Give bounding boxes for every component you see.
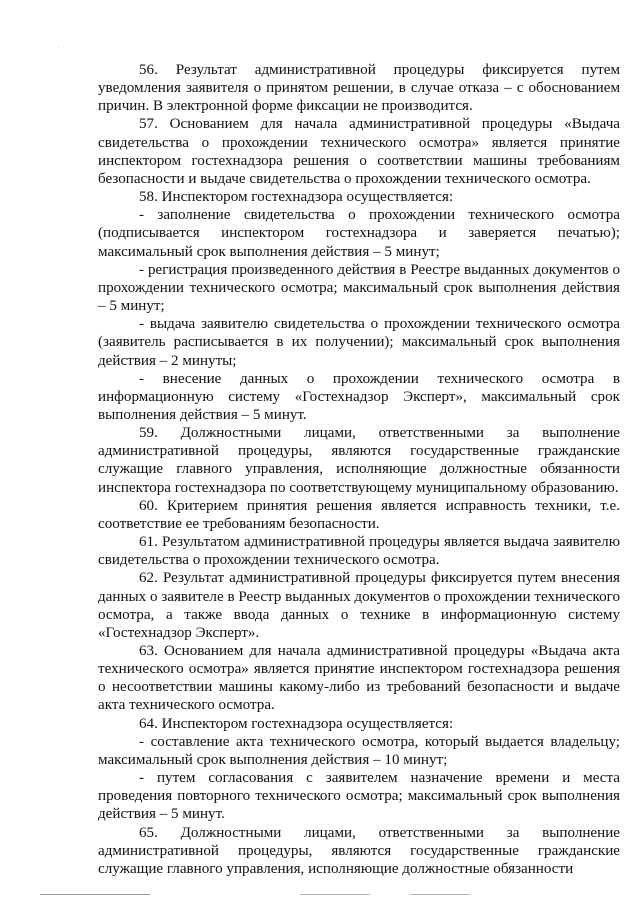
- paragraph-65: 65. Должностными лицами, ответственными за выполнение административной процедуры, являются государственные гражданские служащие главного управления, исполняющие должностные обязанности: [98, 824, 620, 877]
- scan-artifact-line: [410, 894, 470, 895]
- list-item: - внесение данных о прохождении технического осмотра в информационную систему «Гостехнадзор Эксперт», максимальный срок выполнения действия – 5 минут.: [98, 370, 620, 423]
- list-item: - регистрация произведенного действия в Реестре выданных документов о прохождении технического осмотра; максимальный срок выполнения действия – 5 минут;: [98, 261, 620, 315]
- paragraph-56: 56. Результат административной процедуры фиксируется путем уведомления заявителя о принятом решении, в случае отказа – с обоснованием причин. В электронной форме фиксации не производится.: [98, 62, 620, 115]
- paragraph-63: 63. Основанием для начала административной процедуры «Выдача акта технического осмотра» является принятие инспектором гостехнадзора решения о несоответствии машины какому-либо из требований безопасности и выдаче акта технического осмотра.: [98, 643, 620, 714]
- paragraph-58: 58. Инспектором гостехнадзора осуществляется:: [139, 189, 454, 206]
- paragraph-61: 61. Результатом административной процедуры является выдача заявителю свидетельства о прохождении технического осмотра.: [98, 534, 620, 569]
- paragraph-59: 59. Должностными лицами, ответственными за выполнение административной процедуры, являются государственные гражданские служащие главного управления, исполняющие должностные обязанности инспектора гостехнадзора по соответствующему муниципальному образованию.: [98, 425, 620, 496]
- document-page: [98, 61, 620, 878]
- scan-artifact-line: [300, 894, 370, 895]
- paragraph-64: 64. Инспектором гостехнадзора осуществляется:: [139, 715, 454, 732]
- list-item: - составление акта технического осмотра, который выдается владельцу; максимальный срок выполнения действия – 10 минут;: [98, 733, 620, 768]
- scan-mark: [58, 47, 59, 48]
- paragraph-62: 62. Результат административной процедуры фиксируется путем внесения данных о заявителе в Реестр выданных документов о прохождении технического осмотра, а также ввода данных о технике в информационную систему «Гостехнадзор Эксперт».: [98, 570, 620, 641]
- paragraph-60: 60. Критерием принятия решения является исправность техники, т.е. соответствие ее требованиям безопасности.: [98, 497, 620, 532]
- paragraph-57: 57. Основанием для начала административной процедуры «Выдача свидетельства о прохождении технического осмотра» является принятие инспектором гостехнадзора решения о соответствии машины требованиям безопасности и выдаче свидетельства о прохождении технического осмотра.: [98, 116, 620, 187]
- list-item: - заполнение свидетельства о прохождении технического осмотра (подписывается инспектором гостехнадзора и заверяется печатью); максимальный срок выполнения действия – 5 минут;: [98, 207, 620, 260]
- list-item: - путем согласования с заявителем назначение времени и места проведения повторного технического осмотра; максимальный срок выполнения действия – 5 минут.: [98, 770, 620, 823]
- scan-artifact-line: [40, 894, 150, 895]
- list-item: - выдача заявителю свидетельства о прохождении технического осмотра (заявитель расписывается в их получении); максимальный срок выполнения действия – 2 минуты;: [98, 316, 620, 369]
